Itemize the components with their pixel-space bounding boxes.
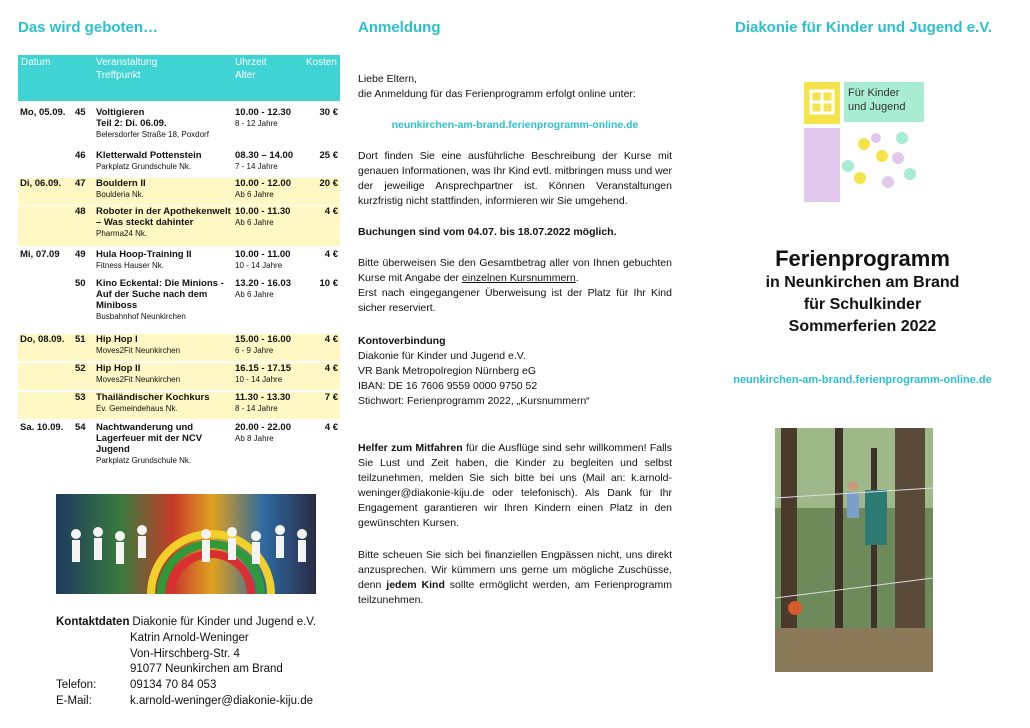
phone-label: Telefon: xyxy=(56,679,97,691)
event-date: Di, 06.09. xyxy=(20,178,62,189)
event-price: 20 € xyxy=(319,178,338,189)
event-number: 50 xyxy=(75,278,86,289)
email-label: E-Mail: xyxy=(56,695,92,707)
table-header xyxy=(18,55,340,101)
event-date: Sa. 10.09. xyxy=(20,422,64,433)
event-title: Kletterwald Pottenstein Parkplatz Grundschule Nk. xyxy=(96,150,202,171)
event-title: Voltigieren Teil 2: Di. 06.09. Belersdorfer Straße 18, Poxdorf xyxy=(96,107,209,139)
contact-block xyxy=(56,614,336,714)
table-row xyxy=(18,278,340,330)
cover-subtitle-season: Sommerferien 2022 xyxy=(788,318,937,335)
event-title: Hula Hoop-Training II Fitness Hauser Nk. xyxy=(96,249,192,270)
event-time: 08.30 – 14.00 7 - 14 Jahre xyxy=(235,150,294,171)
contact-name: Katrin Arnold-Weninger xyxy=(130,632,249,644)
phone-number[interactable]: 09134 70 84 053 xyxy=(130,679,217,691)
table-row xyxy=(18,178,340,205)
col-kosten: Kosten xyxy=(305,57,337,68)
col-treffpunkt: Treffpunkt xyxy=(96,70,141,81)
left-heading: Das wird geboten… xyxy=(18,19,159,36)
logo-text: Für Kinder und Jugend xyxy=(848,87,906,113)
event-time: 10.00 - 11.30 Ab 6 Jahre xyxy=(235,206,291,227)
table-row xyxy=(18,206,340,246)
event-price: 25 € xyxy=(319,150,338,161)
event-title: Bouldern II Boulderia Nk. xyxy=(96,178,146,199)
event-title: Roboter in der Apothekenwelt – Was steckt dahinter Pharma24 Nk. xyxy=(96,206,231,238)
contact-street: Von-Hirschberg-Str. 4 xyxy=(130,648,240,660)
contact-city: 91077 Neunkirchen am Brand xyxy=(130,663,283,675)
event-price: 7 € xyxy=(324,392,338,403)
cover-subtitle-location: in Neunkirchen am Brand xyxy=(765,274,960,291)
table-row xyxy=(18,107,340,149)
event-number: 49 xyxy=(75,249,86,260)
event-price: 4 € xyxy=(324,206,338,217)
event-number: 51 xyxy=(75,334,86,345)
event-time: 11.30 - 13.30 8 - 14 Jahre xyxy=(235,392,291,413)
event-title: Thailändischer Kochkurs Ev. Gemeindehaus Nk. xyxy=(96,392,210,413)
table-row xyxy=(18,150,340,177)
event-number: 47 xyxy=(75,178,86,189)
middle-heading: Anmeldung xyxy=(358,19,441,36)
event-title: Kino Eckental: Die Minions - Auf der Suche nach dem Miniboss Busbahnhof Neunkirchen xyxy=(96,278,224,321)
table-row xyxy=(18,422,340,472)
event-title: Hip Hop I Moves2Fit Neunkirchen xyxy=(96,334,181,355)
event-number: 48 xyxy=(75,206,86,217)
event-price: 4 € xyxy=(324,363,338,374)
payment-paragraph: Bitte überweisen Sie den Gesamtbetrag aller von Ihnen gebuchten Kurse mit Angabe der einzelnen Kursnummern. Erst nach eingegangener Überweisung ist der Platz für Ihr Kind sicher reserviert. xyxy=(358,257,672,314)
support-paragraph: Bitte scheuen Sie sich bei finanziellen Engpässen nicht, uns direkt anzusprechen. Wir kümmern uns gerne um mögliche Zuschüsse, denn jedem Kind sollte ermöglicht werden, am Ferienprogramm teilzunehmen. xyxy=(358,549,672,606)
event-date: Mo, 05.09. xyxy=(20,107,66,118)
table-row xyxy=(18,334,340,361)
event-date: Do, 08.09. xyxy=(20,334,65,345)
col-alter: Alter xyxy=(235,70,256,81)
registration-link[interactable]: neunkirchen-am-brand.ferienprogramm-online.de xyxy=(391,119,639,131)
event-number: 54 xyxy=(75,422,86,433)
contact-label: Kontaktdaten xyxy=(56,616,130,628)
event-time: 20.00 - 22.00 Ab 8 Jahre xyxy=(235,422,291,443)
kids-painting-image xyxy=(56,494,316,594)
event-time: 10.00 - 12.00 Ab 6 Jahre xyxy=(235,178,291,199)
col-veranstaltung: Veranstaltung xyxy=(96,57,158,68)
event-number: 45 xyxy=(75,107,86,118)
event-price: 4 € xyxy=(324,334,338,345)
contact-org: : Diakonie für Kinder und Jugend e.V. xyxy=(126,616,317,628)
event-time: 15.00 - 16.00 6 - 9 Jahre xyxy=(235,334,291,355)
table-row xyxy=(18,363,340,390)
event-time: 13.20 - 16.03 Ab 6 Jahre xyxy=(235,278,291,299)
event-number: 46 xyxy=(75,150,86,161)
event-number: 52 xyxy=(75,363,86,374)
event-price: 10 € xyxy=(319,278,338,289)
greeting: Liebe Eltern, die Anmeldung für das Ferienprogramm erfolgt online unter: xyxy=(358,73,636,100)
booking-period: Buchungen sind vom 04.07. bis 18.07.2022 möglich. xyxy=(358,226,617,238)
event-date: Mi, 07.09 xyxy=(20,249,60,260)
table-row xyxy=(18,249,340,276)
col-uhrzeit: Uhrzeit xyxy=(235,57,267,68)
event-price: 4 € xyxy=(324,249,338,260)
event-time: 10.00 - 12.30 8 - 12 Jahre xyxy=(235,107,291,128)
cover-subtitle-audience: für Schulkinder xyxy=(803,296,922,313)
col-datum: Datum xyxy=(21,57,51,68)
event-time: 10.00 - 11.00 10 - 14 Jahre xyxy=(235,249,291,270)
event-title: Nachtwanderung und Lagerfeuer mit der NCV Jugend Parkplatz Grundschule Nk. xyxy=(96,422,203,465)
cover-link[interactable]: neunkirchen-am-brand.ferienprogramm-online.de xyxy=(733,374,992,386)
climbing-forest-photo xyxy=(775,428,933,672)
event-time: 16.15 - 17.15 10 - 14 Jahre xyxy=(235,363,291,384)
table-row xyxy=(18,392,340,419)
helper-paragraph: Helfer zum Mitfahren für die Ausflüge sind sehr willkommen! Falls Sie Lust und Zeit haben, die Kinder zu begleiten und selbst teilzunehmen, melden Sie sich bitte bei uns (Mail an: k.arnold-weninger@diakonie-kiju.de oder telefonisch). Als Dank für Ihr Engagement garantieren wir Ihren Kindern einen Platz in den gewünschten Kursen. xyxy=(358,442,672,529)
event-price: 4 € xyxy=(324,422,338,433)
event-number: 53 xyxy=(75,392,86,403)
right-heading: Diakonie für Kinder und Jugend e.V. xyxy=(735,19,992,36)
bank-details: Kontoverbindung Diakonie für Kinder und Jugend e.V. VR Bank Metropolregion Nürnberg eG IBAN: DE 16 7606 9559 0000 9750 52 Stichwort: Ferienprogramm 2022, „Kursnummern“ xyxy=(358,335,590,407)
email-address[interactable]: k.arnold-weninger@diakonie-kiju.de xyxy=(130,695,313,707)
event-title: Hip Hop II Moves2Fit Neunkirchen xyxy=(96,363,181,384)
info-paragraph: Dort finden Sie eine ausführliche Beschreibung der Kurse mit genauen Informationen, was Ihr Kind evtl. mitbringen muss und wer der jeweilige Ansprechpartner ist. Können Veranstaltungen kurzfristig nicht stattfinden, informieren wir Sie umgehend. xyxy=(358,150,673,207)
event-price: 30 € xyxy=(319,107,338,118)
cover-title: Ferienprogramm xyxy=(775,246,950,271)
